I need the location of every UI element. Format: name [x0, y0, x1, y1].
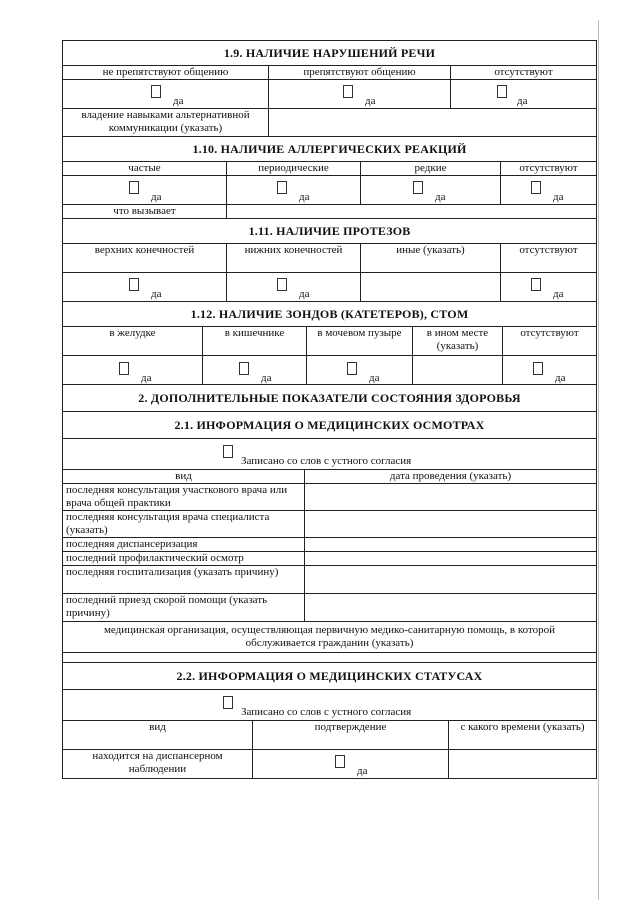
section-medical-exams — [62, 384, 597, 663]
consent-note: Записано со слов с устного согласия — [241, 455, 412, 467]
yes-label: да — [517, 95, 528, 107]
primary-care-org-field[interactable] — [63, 653, 597, 663]
alt-communication-field[interactable] — [269, 109, 597, 137]
allergy-cause-label: что вызывает — [63, 205, 227, 219]
yes-label: да — [365, 95, 376, 107]
exam-date-field[interactable] — [305, 566, 597, 594]
checkbox[interactable] — [497, 85, 507, 98]
exam-row-label: последний приезд скорой помощи (указать причину) — [63, 594, 305, 622]
checkbox[interactable] — [531, 181, 541, 194]
cell-periodic — [227, 176, 361, 205]
col-bladder: в мочевом пузыре — [307, 327, 413, 356]
section-prosthesis — [62, 218, 597, 302]
form-page — [62, 40, 596, 779]
checkbox[interactable] — [129, 181, 139, 194]
yes-label: да — [435, 191, 446, 203]
col-lower-limbs: нижних конечностей — [227, 244, 361, 273]
col-absent: отсутствуют — [503, 327, 597, 356]
yes-label: да — [299, 288, 310, 300]
yes-label: да — [357, 765, 368, 777]
yes-label: да — [299, 191, 310, 203]
section-medical-statuses — [62, 662, 597, 779]
checkbox[interactable] — [531, 278, 541, 291]
section-title-exams: 2.1. ИНФОРМАЦИЯ О МЕДИЦИНСКИХ ОСМОТРАХ — [63, 412, 597, 439]
exam-row-label: последняя консультация участкового врача или врача общей практики — [63, 484, 305, 511]
col-confirm: подтверждение — [253, 721, 449, 750]
col-absent: отсутствуют — [451, 66, 597, 80]
since-field[interactable] — [449, 750, 597, 779]
cell-frequent — [63, 176, 227, 205]
checkbox[interactable] — [277, 278, 287, 291]
checkbox[interactable] — [277, 181, 287, 194]
checkbox[interactable] — [347, 362, 357, 375]
consent-checkbox[interactable] — [223, 696, 233, 709]
checkbox[interactable] — [343, 85, 353, 98]
exam-row-label: последняя консультация врача специалиста (указать) — [63, 511, 305, 538]
section-title-prosthesis: 1.11. НАЛИЧИЕ ПРОТЕЗОВ — [63, 219, 597, 244]
exam-date-field[interactable] — [305, 511, 597, 538]
cell-stomach — [63, 356, 203, 385]
col-periodic: периодические — [227, 162, 361, 176]
section-title-allergy: 1.10. НАЛИЧИЕ АЛЛЕРГИЧЕСКИХ РЕАКЦИЙ — [63, 137, 597, 162]
col-since: с какого времени (указать) — [449, 721, 597, 750]
exam-date-field[interactable] — [305, 538, 597, 552]
consent-checkbox[interactable] — [223, 445, 233, 458]
yes-label: да — [173, 95, 184, 107]
col-not-prevent: не препятствуют общению — [63, 66, 269, 80]
exam-row-label: последняя госпитализация (указать причину) — [63, 566, 305, 594]
yes-label: да — [369, 372, 380, 384]
section-title-probes: 1.12. НАЛИЧИЕ ЗОНДОВ (КАТЕТЕРОВ), СТОМ — [63, 302, 597, 327]
exam-date-field[interactable] — [305, 594, 597, 622]
exam-row-label: последняя диспансеризация — [63, 538, 305, 552]
col-absent: отсутствуют — [501, 162, 597, 176]
cell-absent — [501, 273, 597, 302]
checkbox[interactable] — [413, 181, 423, 194]
col-other: иные (указать) — [361, 244, 501, 273]
col-stomach: в желудке — [63, 327, 203, 356]
col-rare: редкие — [361, 162, 501, 176]
col-kind: вид — [63, 721, 253, 750]
cell-bladder — [307, 356, 413, 385]
consent-note-row — [63, 690, 597, 721]
col-kind: вид — [63, 470, 305, 484]
col-prevent: препятствуют общению — [269, 66, 451, 80]
cell-confirm — [253, 750, 449, 779]
exam-row-label: последний профилактический осмотр — [63, 552, 305, 566]
col-upper-limbs: верхних конечностей — [63, 244, 227, 273]
yes-label: да — [141, 372, 152, 384]
cell-not-prevent — [63, 80, 269, 109]
consent-note-row — [63, 439, 597, 470]
yes-label: да — [553, 288, 564, 300]
yes-label: да — [261, 372, 272, 384]
allergy-cause-field[interactable] — [227, 205, 597, 219]
col-frequent: частые — [63, 162, 227, 176]
primary-care-org-label: медицинская организация, осуществляющая первичную медико-санитарную помощь, в которой обслуживается гражданин (указать) — [63, 622, 597, 653]
section-title-speech: 1.9. НАЛИЧИЕ НАРУШЕНИЙ РЕЧИ — [63, 41, 597, 66]
col-absent: отсутствуют — [501, 244, 597, 273]
exam-date-field[interactable] — [305, 484, 597, 511]
page-edge — [598, 20, 599, 900]
cell-absent — [503, 356, 597, 385]
cell-prevent — [269, 80, 451, 109]
section-title-statuses: 2.2. ИНФОРМАЦИЯ О МЕДИЦИНСКИХ СТАТУСАХ — [63, 663, 597, 690]
cell-other-field[interactable] — [361, 273, 501, 302]
status-row-label: находится на диспансерном наблюдении — [63, 750, 253, 779]
cell-other-place-field[interactable] — [413, 356, 503, 385]
exam-date-field[interactable] — [305, 552, 597, 566]
checkbox[interactable] — [533, 362, 543, 375]
cell-absent — [451, 80, 597, 109]
cell-absent — [501, 176, 597, 205]
section-title-additional: 2. ДОПОЛНИТЕЛЬНЫЕ ПОКАЗАТЕЛИ СОСТОЯНИЯ ЗДОРОВЬЯ — [63, 385, 597, 412]
cell-rare — [361, 176, 501, 205]
checkbox[interactable] — [129, 278, 139, 291]
checkbox[interactable] — [335, 755, 345, 768]
alt-communication-label: владение навыками альтернативной коммуникации (указать) — [63, 109, 269, 137]
yes-label: да — [553, 191, 564, 203]
yes-label: да — [151, 288, 162, 300]
cell-lower-limbs — [227, 273, 361, 302]
col-intestine: в кишечнике — [203, 327, 307, 356]
col-date: дата проведения (указать) — [305, 470, 597, 484]
checkbox[interactable] — [119, 362, 129, 375]
section-probes — [62, 301, 597, 385]
yes-label: да — [555, 372, 566, 384]
section-allergy — [62, 136, 597, 219]
consent-note: Записано со слов с устного согласия — [241, 706, 412, 718]
cell-upper-limbs — [63, 273, 227, 302]
yes-label: да — [151, 191, 162, 203]
col-other-place: в ином месте (указать) — [413, 327, 503, 356]
checkbox[interactable] — [239, 362, 249, 375]
cell-intestine — [203, 356, 307, 385]
section-speech — [62, 40, 597, 137]
checkbox[interactable] — [151, 85, 161, 98]
